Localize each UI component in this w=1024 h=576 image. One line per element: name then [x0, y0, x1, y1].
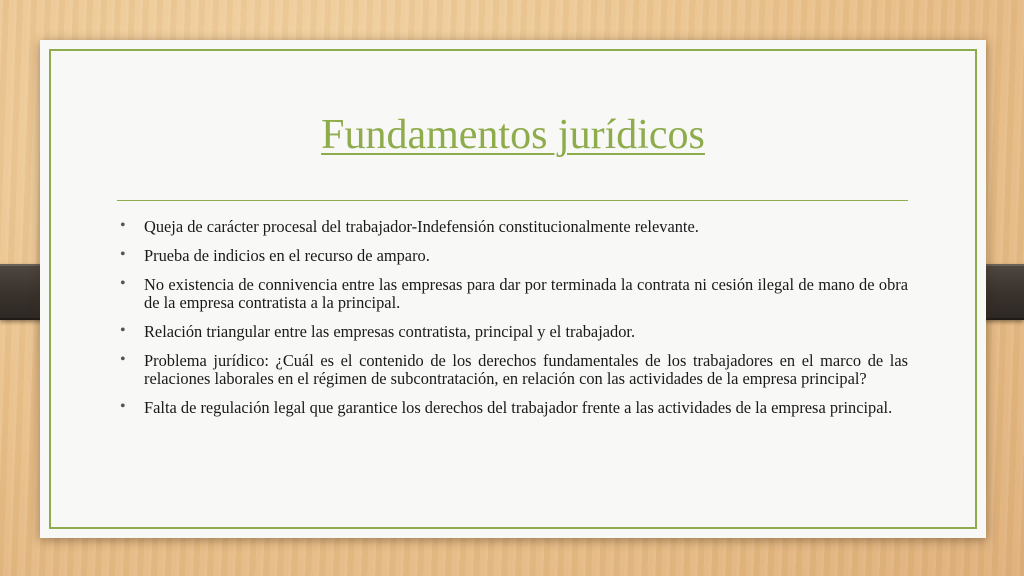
bullet-text: Relación triangular entre las empresas contratista, principal y el trabajador.	[144, 322, 636, 341]
bullet-list	[120, 218, 908, 428]
bullet-text: No existencia de connivencia entre las empresas para dar por terminada la contrata ni cesión ilegal de mano de obra de la empresa contratista a la principal.	[144, 275, 908, 312]
bullet-icon: •	[120, 246, 126, 263]
bullet-item	[120, 352, 908, 388]
bullet-icon: •	[120, 275, 126, 292]
bullet-icon: •	[120, 351, 126, 368]
bullet-item	[120, 276, 908, 312]
bullet-item	[120, 399, 908, 417]
bullet-icon: •	[120, 398, 126, 415]
slide-title: Fundamentos jurídicos	[321, 112, 705, 158]
bullet-item	[120, 218, 908, 236]
bullet-text: Falta de regulación legal que garantice los derechos del trabajador frente a las actividades de la empresa principal.	[144, 398, 893, 417]
bullet-item	[120, 247, 908, 265]
bullet-icon: •	[120, 217, 126, 234]
bullet-text: Queja de carácter procesal del trabajador-Indefensión constitucionalmente relevante.	[144, 217, 699, 236]
title-divider	[117, 200, 908, 201]
bullet-text: Prueba de indicios en el recurso de amparo.	[144, 246, 430, 265]
slide-page	[40, 40, 986, 538]
bullet-text: Problema jurídico: ¿Cuál es el contenido de los derechos fundamentales de los trabajadores en el marco de las relaciones laborales en el régimen de subcontratación, en relación con las actividades de la empresa principal?	[144, 351, 908, 388]
bullet-item	[120, 323, 908, 341]
bullet-icon: •	[120, 322, 126, 339]
